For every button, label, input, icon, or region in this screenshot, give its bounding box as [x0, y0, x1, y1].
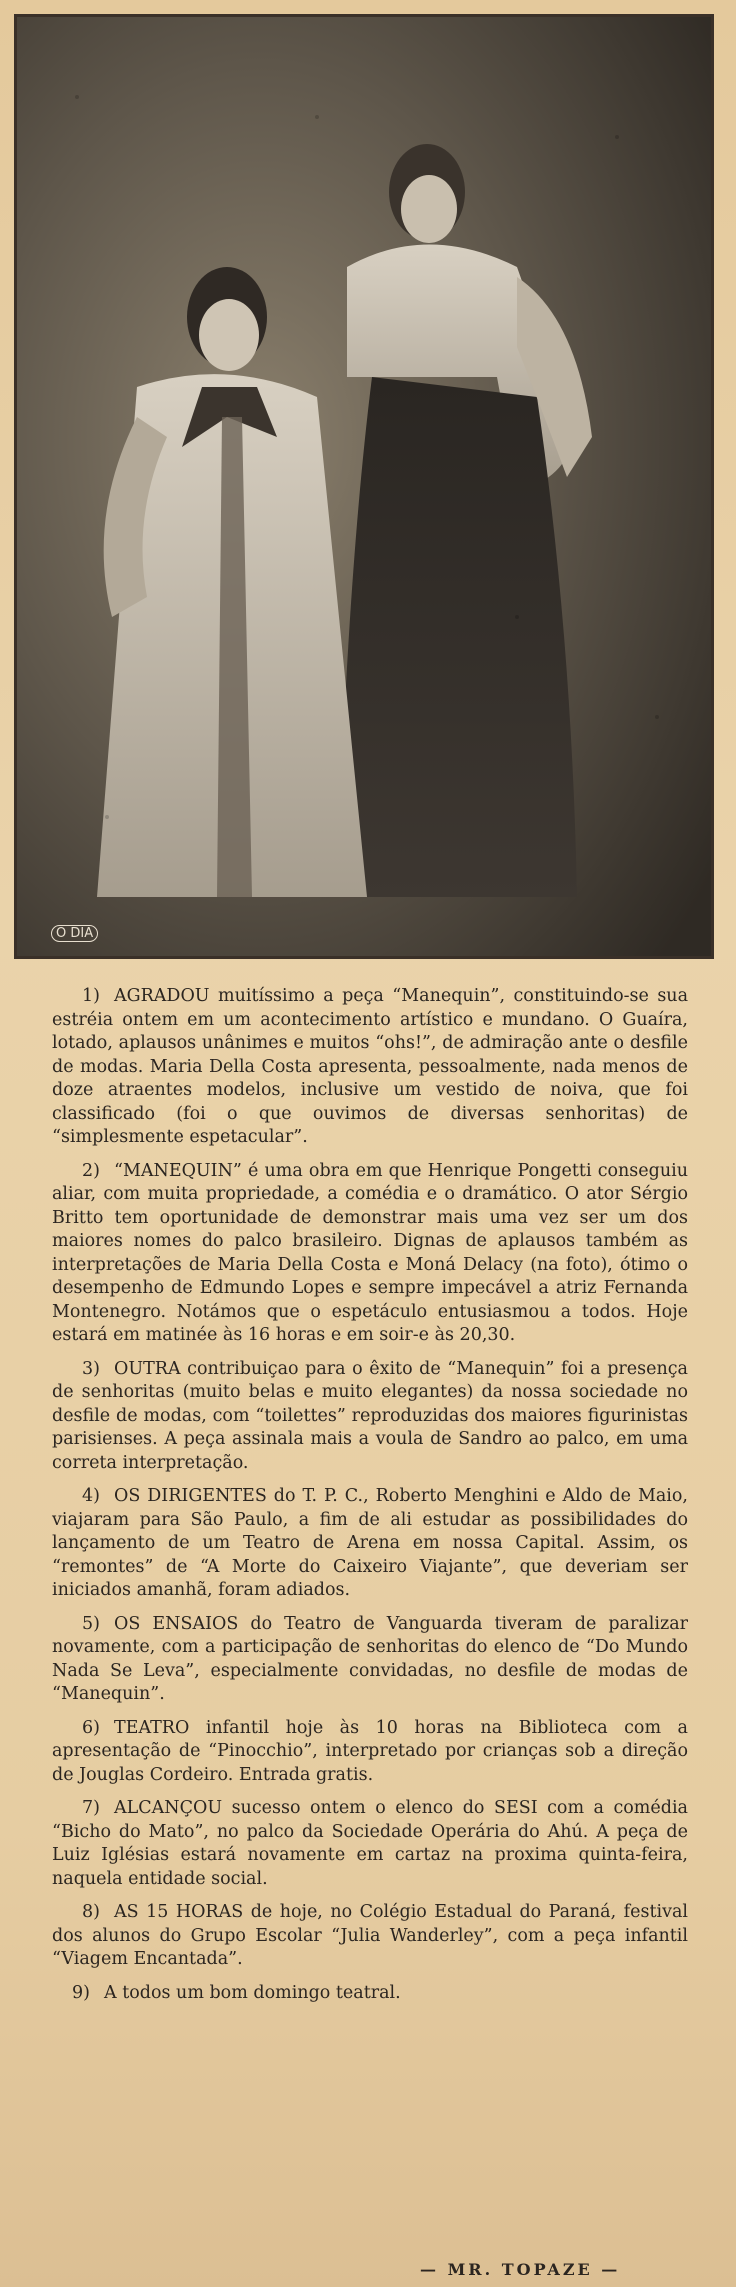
theatre-photo — [14, 14, 714, 959]
paragraph-number: 2) — [82, 1160, 100, 1181]
paragraph-text: OS DIRIGENTES do T. P. C., Roberto Menghini e Aldo de Maio, viajaram para São Paulo, a fim de ali estudar as possibilidades do lançamento de um Teatro de Arena em nossa Capital. Assim, os “remontes” de “A Morte do Caixeiro Viajante”, que deveriam ser iniciados amanhã, foram adiados. — [52, 1486, 688, 1600]
paragraph-number: 4) — [82, 1486, 100, 1506]
paragraph-text: AS 15 HORAS de hoje, no Colégio Estadual do Paraná, festival dos alunos do Grupo Escolar “Julia Wanderley”, com a peça infantil “Viagem Encantada”. — [52, 1902, 688, 1969]
paragraph-text: “MANEQUIN” é uma obra em que Henrique Pongetti conseguiu aliar, com muita propriedade, a comédia e o dramático. O ator Sérgio Britto tem oportunidade de demonstrar mais uma vez ser um dos maiores nomes do palco brasileiro. Dignas de aplausos também as interpretações de Maria Della Costa e Moná Delacy (na foto), ótimo o desempenho de Edmundo Lopes e sempre impecável a atriz Fernanda Montenegro. Notámos que o espetáculo entusiasmou a todos. Hoje estará em matinée às 16 horas e em soir-e às 20,30. — [52, 1160, 688, 1345]
paragraph-number: 6) — [82, 1717, 100, 1738]
photo-illustration — [17, 17, 711, 956]
paragraph-7 — [52, 1797, 688, 1891]
paragraph-6 — [52, 1717, 688, 1788]
paragraph-number: 7) — [82, 1798, 100, 1818]
paragraph-number: 1) — [82, 986, 100, 1006]
paragraph-1 — [52, 985, 688, 1150]
article-body — [52, 985, 688, 2015]
paragraph-number: 5) — [82, 1613, 100, 1634]
paragraph-number: 8) — [82, 1902, 100, 1922]
paragraph-text: A todos um bom domingo teatral. — [104, 1982, 401, 2003]
paragraph-number: 9) — [72, 1982, 90, 2003]
paragraph-9 — [52, 1982, 688, 2006]
paragraph-3 — [52, 1358, 688, 1476]
paragraph-5 — [52, 1613, 688, 1707]
paragraph-4 — [52, 1485, 688, 1603]
photo-credit: O DIA — [51, 925, 98, 942]
paragraph-text: AGRADOU muitíssimo a peça “Manequin”, constituindo-se sua estréia ontem em um acontecimento artístico e mundano. O Guaíra, lotado, aplausos unânimes e muitos “ohs!”, de admiração ante o desfile de modas. Maria Della Costa apresenta, pessoalmente, nada menos de doze atraentes modelos, inclusive um vestido de noiva, que foi classificado (foi o que ouvimos de diversas senhoritas) de “simplesmente espetacular”. — [52, 986, 688, 1147]
paragraph-number: 3) — [82, 1358, 100, 1379]
author-signature: — MR. TOPAZE — — [420, 2260, 621, 2279]
paragraph-8 — [52, 1901, 688, 1972]
paragraph-text: TEATRO infantil hoje às 10 horas na Biblioteca com a apresentação de “Pinocchio”, interpretado por crianças sob a direção de Jouglas Cordeiro. Entrada gratis. — [52, 1717, 688, 1785]
paragraph-text: ALCANÇOU sucesso ontem o elenco do SESI com a comédia “Bicho do Mato”, no palco da Sociedade Operária do Ahú. A peça de Luiz Iglésias estará novamente em cartaz na proxima quinta-feira, naquela entidade social. — [52, 1798, 688, 1889]
paragraph-text: OS ENSAIOS do Teatro de Vanguarda tiveram de paralizar novamente, com a participação de senhoritas do elenco de “Do Mundo Nada Se Leva”, especialmente convidadas, no desfile de modas de “Manequin”. — [52, 1613, 688, 1704]
paragraph-2 — [52, 1160, 688, 1348]
paragraph-text: OUTRA contribuiçao para o êxito de “Manequin” foi a presença de senhoritas (muito belas e muito elegantes) da nossa sociedade no desfile de modas, com “toilettes” reproduzidas dos maiores figurinistas parisienses. A peça assinala mais a voula de Sandro ao palco, em uma correta interpretação. — [52, 1358, 688, 1473]
